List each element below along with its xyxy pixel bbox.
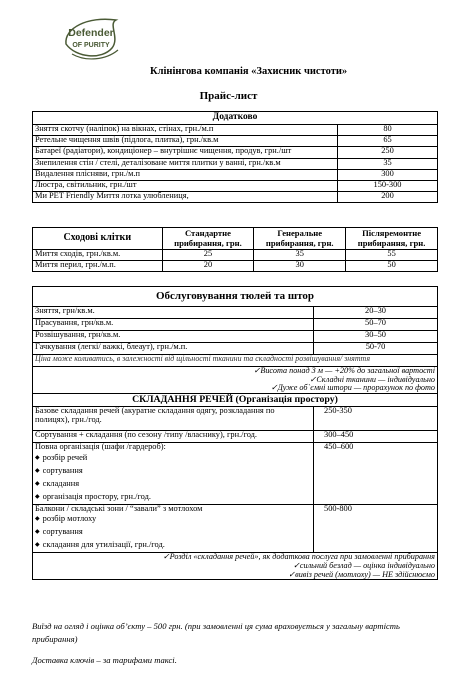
- additional-header: Додатково: [33, 112, 438, 125]
- check-icon: ✓: [253, 366, 261, 375]
- check-icon: ✓: [309, 374, 317, 384]
- curtain-price: 50-70: [314, 343, 438, 355]
- folding-steps: [35, 513, 311, 552]
- table-row: [33, 125, 438, 136]
- curtain-price: 20–30: [314, 307, 438, 319]
- stairs-label: Миття перил, грн./м.п.: [33, 261, 163, 272]
- folding-cell: [33, 442, 314, 504]
- condition-text: вивіз речей (мотлоху) — НЕ здійснюємо: [295, 569, 435, 579]
- stairs-table: [32, 227, 438, 272]
- list-item: ◆ складання для утилізації, грн./год.: [35, 539, 311, 552]
- table-row: [33, 430, 438, 442]
- pricelist-title: Прайс-лист: [199, 90, 258, 102]
- folding-price: 250-350: [314, 406, 438, 430]
- condition-text: Висота понад 3 м — +20% до загальної вартості: [260, 366, 435, 375]
- curtain-conditions: [33, 367, 438, 394]
- service-price: 150-300: [338, 180, 438, 191]
- list-item: ◆ складання: [35, 478, 311, 491]
- check-icon: ✓: [270, 383, 278, 393]
- stairs-col-post-repair: Післяремонтне прибирання, грн.: [346, 228, 438, 250]
- service-price: 250: [338, 147, 438, 158]
- service-label: Видалення плісняви, грн./м.п: [33, 169, 338, 180]
- visit-note: Виїзд на огляд і оцінка об’єкту – 500 грн. (при замовленні ця сума враховується у загальну вартість прибирання): [32, 621, 400, 644]
- table-row: [33, 169, 438, 180]
- folding-label: Повна організація (шафи /гардероб):: [35, 441, 166, 451]
- service-label: Знепилення стін / стелі, деталізоване миття плитки у ванні, грн./кв.м: [33, 158, 338, 169]
- stairs-header: Сходові клітки: [33, 228, 163, 250]
- folding-conditions: [33, 553, 438, 580]
- service-label: Батареї (радіатори), кондиціонер – внутрішнє чищення, продув, грн./шт: [33, 147, 338, 158]
- condition-text: сильний безлад — оцінка індивідуально: [299, 561, 435, 571]
- table-row: [33, 504, 438, 553]
- service-price: 300: [338, 169, 438, 180]
- list-item: ◆ розбір мотлоху: [35, 513, 311, 526]
- table-row: [33, 331, 438, 343]
- curtain-price: 30–50: [314, 331, 438, 343]
- check-icon: ✓: [288, 569, 296, 579]
- additional-services-table: [32, 111, 438, 203]
- curtains-header: Обслуговування тюлей та штор: [33, 287, 438, 307]
- service-price: 200: [338, 192, 438, 203]
- curtain-note: Ціна може коливатись, в залежності від щільності тканини та складності розвішування/ зняття: [33, 355, 438, 367]
- stairs-price: 50: [346, 261, 438, 272]
- table-row: [33, 158, 438, 169]
- table-row: [33, 250, 438, 261]
- curtain-label: Зняття, грн/кв.м.: [33, 307, 314, 319]
- folding-price: 300–450: [314, 430, 438, 442]
- curtains-folding-table: [32, 286, 438, 580]
- service-label: Ми PET Friendly Миття лотка улюблениця,: [33, 192, 338, 203]
- stairs-price: 30: [254, 261, 346, 272]
- service-price: 35: [338, 158, 438, 169]
- list-item: ◆ організація простору, грн./год.: [35, 491, 311, 504]
- stairs-price: 25: [162, 250, 254, 261]
- folding-price: 500-800: [314, 504, 438, 553]
- curtain-label: Розвішування, грн/кв.м.: [33, 331, 314, 343]
- service-label: Зняття скотчу (наліпок) на вікнах, стінах, грн./м.п: [33, 125, 338, 136]
- stairs-price: 20: [162, 261, 254, 272]
- service-label: Ретельне чищення швів (підлога, плитка), грн./кв.м: [33, 136, 338, 147]
- company-title: Клінінгова компанія «Захисник чистоти»: [150, 66, 348, 77]
- stairs-label: Миття сходів, грн./кв.м.: [33, 250, 163, 261]
- curtain-label: Прасування, грн/кв.м.: [33, 319, 314, 331]
- folding-steps: [35, 452, 311, 504]
- list-item: ◆ сортування: [35, 465, 311, 478]
- folding-label: Балкони / складські зони / “завали” з мотлохом: [35, 503, 203, 513]
- table-row: [33, 147, 438, 158]
- condition-text: Розділ «складання речей», як додаткова послуга при замовленні прибирання: [169, 552, 435, 562]
- service-price: 80: [338, 125, 438, 136]
- curtain-price: 50–70: [314, 319, 438, 331]
- folding-label: Базове складання речей (акуратне складання одягу, розкладання по полицях), грн./год.: [33, 406, 314, 430]
- logo-line1: Defender: [68, 27, 114, 39]
- logo-line2: OF PURITY: [72, 42, 110, 49]
- condition-text: Складні тканини — індивідуально: [316, 374, 435, 384]
- folding-price: 450–600: [314, 442, 438, 504]
- logo-swoosh: [72, 50, 118, 59]
- list-item: ◆ сортування: [35, 526, 311, 539]
- service-price: 65: [338, 136, 438, 147]
- curtain-label: Гачкування (легкі/ важкі, блеаут), грн./м.п.: [33, 343, 314, 355]
- table-row: [33, 442, 438, 504]
- company-logo: [58, 14, 128, 66]
- table-row: [33, 343, 438, 355]
- folding-header: СКЛАДАННЯ РЕЧЕЙ (Організація простору): [33, 393, 438, 406]
- folding-cell: [33, 504, 314, 553]
- condition-text: Дуже об`ємні штори — прорахунок по фото: [277, 383, 435, 393]
- check-icon: ✓: [162, 552, 170, 562]
- table-row: [33, 307, 438, 319]
- folding-label: Сортування + складання (по сезону /типу /власнику), грн./год.: [33, 430, 314, 442]
- stairs-price: 55: [346, 250, 438, 261]
- table-row: [33, 406, 438, 430]
- table-row: [33, 192, 438, 203]
- keys-note: Доставка ключів – за тарифами таксі.: [32, 655, 177, 665]
- table-row: [33, 319, 438, 331]
- table-row: [33, 136, 438, 147]
- list-item: ◆ розбір речей: [35, 452, 311, 465]
- stairs-col-general: Генеральне прибирання, грн.: [254, 228, 346, 250]
- table-row: [33, 261, 438, 272]
- table-row: [33, 180, 438, 191]
- check-icon: ✓: [292, 561, 300, 571]
- stairs-col-standard: Стандартне прибирання, грн.: [162, 228, 254, 250]
- stairs-price: 35: [254, 250, 346, 261]
- service-label: Люстра, світильник, грн./шт: [33, 180, 338, 191]
